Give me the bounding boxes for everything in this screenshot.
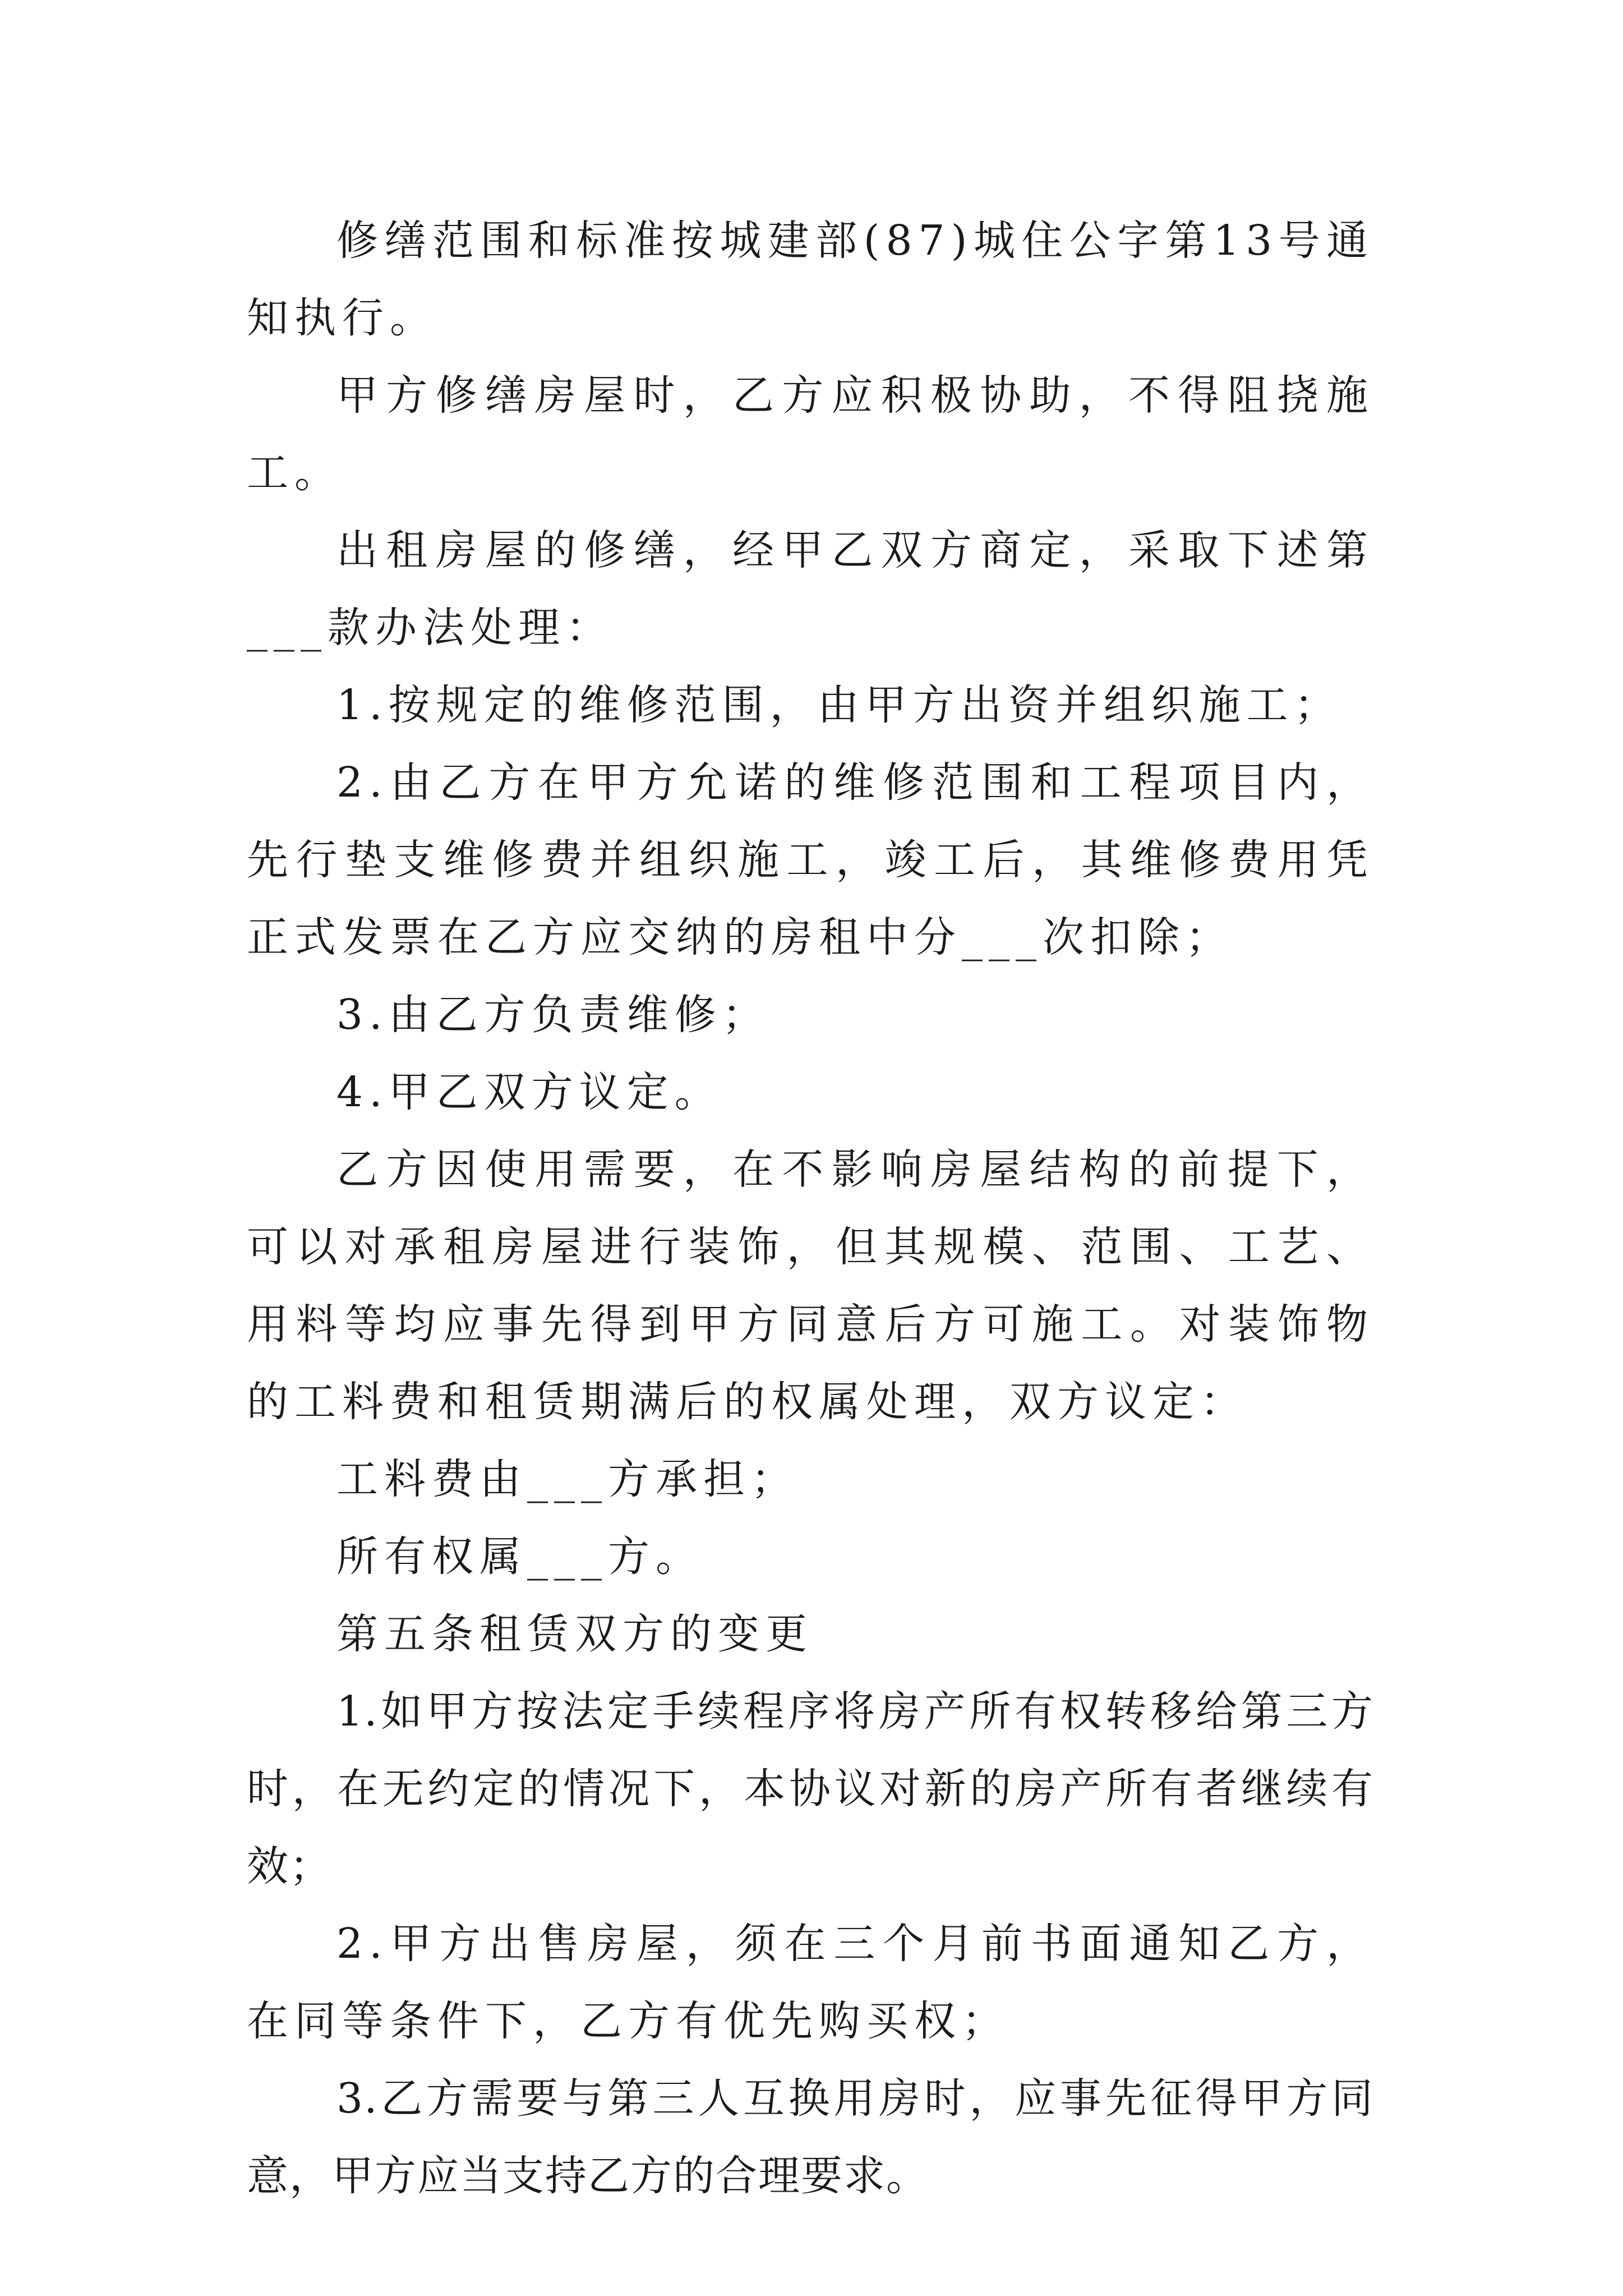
paragraph-option-3: 3.由乙方负责维修； [336,991,770,1039]
paragraph-change-3: 3.乙方需要与第三人互换用房时，应事先征得甲方同意，甲方应当支持乙方的合理要求。 [247,2074,1374,2200]
paragraph-option-1: 1.按规定的维修范围，由甲方出资并组织施工； [336,681,1342,729]
section-heading-article-5: 第五条租赁双方的变更 [336,1610,813,1658]
paragraph-repair-scope: 修缮范围和标准按城建部(87)城住公字第13号通知执行。 [247,217,1374,342]
paragraph-option-4: 4.甲乙双方议定。 [336,1068,722,1116]
paragraph-decoration: 乙方因使用需要，在不影响房屋结构的前提下，可以对承租房屋进行装饰，但其规模、范围、工艺、用料等均应事先得到甲方同意后方可施工。对装饰物的工料费和租赁期满后的权属处理，双方议定： [247,1145,1374,1426]
paragraph-option-2: 2.由乙方在甲方允诺的维修范围和工程项目内，先行垫支维修费并组织施工，竣工后，其维修费用凭正式发票在乙方应交纳的房租中分___次扣除； [247,758,1374,961]
paragraph-material-cost: 工料费由___方承担； [336,1455,799,1503]
document-body [247,202,1374,2215]
paragraph-change-2: 2.甲方出售房屋，须在三个月前书面通知乙方，在同等条件下，乙方有优先购买权； [247,1920,1374,2045]
paragraph-change-1: 1.如甲方按法定手续程序将房产所有权转移给第三方时，在无约定的情况下，本协议对新的房产所有者继续有效； [247,1687,1374,1890]
paragraph-repair-assist: 甲方修缮房屋时，乙方应积极协助，不得阻挠施工。 [247,371,1374,497]
paragraph-repair-method: 出租房屋的修缮，经甲乙双方商定，采取下述第___款办法处理： [247,526,1374,652]
paragraph-ownership: 所有权属___方。 [336,1533,703,1581]
